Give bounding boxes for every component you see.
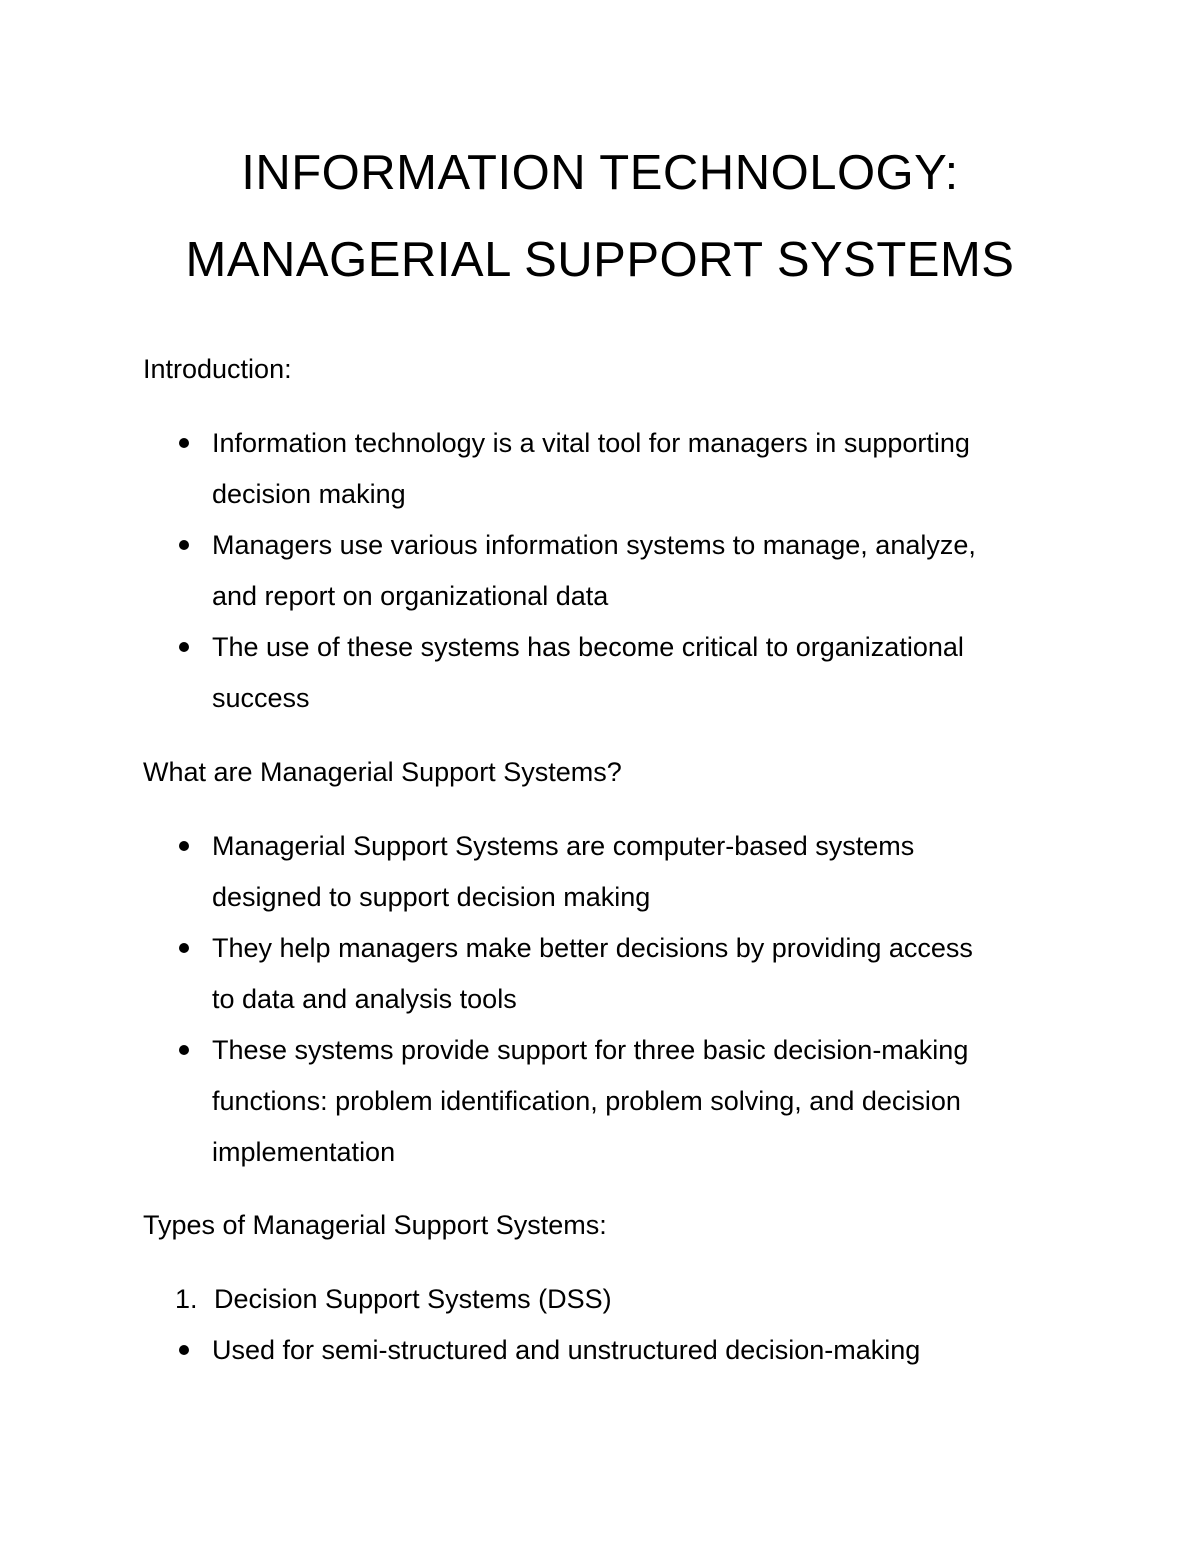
bullet-icon — [179, 1345, 189, 1355]
list-item-text: to data and analysis tools — [212, 984, 517, 1014]
bullet-icon — [179, 1045, 189, 1055]
bullet-icon — [179, 943, 189, 953]
document-title-line-1: INFORMATION TECHNOLOGY: — [241, 146, 959, 200]
list-item-text: Information technology is a vital tool for managers in supporting — [212, 428, 970, 458]
list-item-text: success — [212, 683, 310, 713]
list-number: 1. — [175, 1284, 198, 1314]
list-item-text: implementation — [212, 1137, 396, 1167]
bullet-icon — [179, 642, 189, 652]
bullet-icon — [179, 841, 189, 851]
list-item-text: Managers use various information systems to manage, analyze, — [212, 530, 976, 560]
list-item-text: Managerial Support Systems are computer-based systems — [212, 831, 915, 861]
list-item-text: decision making — [212, 479, 406, 509]
list-item-text: They help managers make better decisions by providing access — [212, 933, 973, 963]
section-heading-types-of-mss: Types of Managerial Support Systems: — [143, 1210, 607, 1240]
list-item-text: designed to support decision making — [212, 882, 651, 912]
list-item-text: Used for semi-structured and unstructured decision-making — [212, 1335, 921, 1365]
bullet-icon — [179, 438, 189, 448]
list-item-text: The use of these systems has become critical to organizational — [212, 632, 964, 662]
list-item-text: and report on organizational data — [212, 581, 609, 611]
document-title-line-2: MANAGERIAL SUPPORT SYSTEMS — [185, 233, 1015, 287]
list-item-text: functions: problem identification, problem solving, and decision — [212, 1086, 961, 1116]
list-item-text: Decision Support Systems (DSS) — [214, 1284, 612, 1314]
section-heading-what-are-mss: What are Managerial Support Systems? — [143, 757, 622, 787]
bullet-icon — [179, 540, 189, 550]
section-heading-introduction: Introduction: — [143, 354, 292, 384]
list-item-text: These systems provide support for three basic decision-making — [212, 1035, 969, 1065]
